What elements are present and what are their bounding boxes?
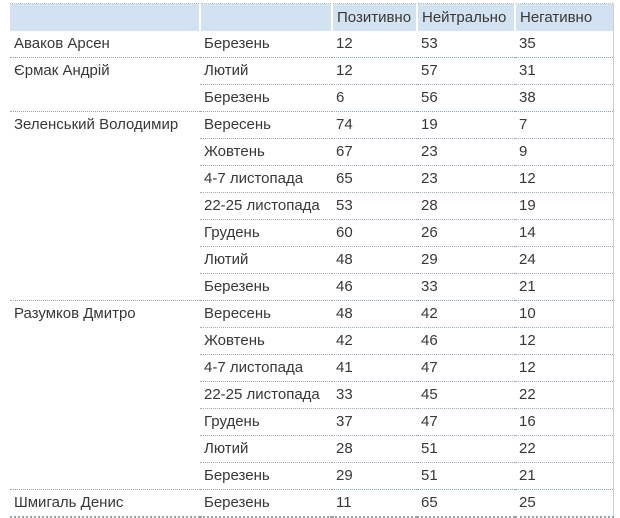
period-cell: Грудень — [200, 220, 332, 247]
ratings-table — [10, 3, 614, 518]
politician-name-cell: Шмигаль Денис — [10, 490, 200, 518]
neutral-value-cell: 26 — [417, 220, 515, 247]
neutral-value-cell: 33 — [417, 274, 515, 301]
column-header-negative: Негативно — [515, 4, 613, 32]
positive-value-cell: 60 — [332, 220, 417, 247]
politician-name-cell: Аваков Арсен — [14, 35, 110, 52]
positive-value-cell: 53 — [332, 193, 417, 220]
negative-value-cell: 12 — [515, 166, 613, 193]
politician-name-cell: Зеленський Володимир — [10, 112, 200, 301]
negative-value-cell: 25 — [515, 490, 613, 518]
negative-value-cell: 24 — [515, 247, 613, 274]
table-row — [10, 31, 613, 58]
period-cell: Жовтень — [200, 139, 332, 166]
neutral-value-cell: 46 — [417, 328, 515, 355]
negative-value-cell: 21 — [515, 274, 613, 301]
positive-value-cell: 28 — [332, 436, 417, 463]
negative-value-cell: 35 — [519, 35, 536, 52]
period-cell: Вересень — [200, 301, 332, 328]
ratings-table-body — [10, 31, 613, 517]
neutral-value-cell: 47 — [417, 355, 515, 382]
positive-value-cell: 48 — [332, 301, 417, 328]
positive-value-cell: 12 — [332, 58, 417, 85]
period-cell: Грудень — [200, 409, 332, 436]
negative-value-cell: 10 — [515, 301, 613, 328]
negative-value-cell: 12 — [515, 355, 613, 382]
period-cell: Березень — [200, 85, 332, 112]
neutral-value-cell: 51 — [417, 436, 515, 463]
period-cell: 22-25 листопада — [200, 382, 332, 409]
positive-value-cell: 11 — [332, 490, 417, 518]
neutral-value-cell: 57 — [417, 58, 515, 85]
period-cell: Березень — [204, 35, 270, 52]
positive-value-cell: 67 — [332, 139, 417, 166]
table-row — [10, 58, 613, 85]
neutral-value-cell: 53 — [421, 35, 438, 52]
neutral-value-cell: 23 — [417, 166, 515, 193]
positive-value-cell: 74 — [332, 112, 417, 139]
table-row — [10, 112, 613, 139]
negative-value-cell: 7 — [515, 112, 613, 139]
positive-value-cell: 33 — [332, 382, 417, 409]
positive-value-cell: 12 — [336, 35, 353, 52]
positive-value-cell: 29 — [332, 463, 417, 490]
politician-name-cell: Єрмак Андрій — [10, 58, 200, 112]
column-header-name-empty — [10, 4, 200, 32]
period-cell: Жовтень — [200, 328, 332, 355]
period-cell: 4-7 листопада — [200, 355, 332, 382]
period-cell: Березень — [200, 463, 332, 490]
negative-value-cell: 22 — [515, 382, 613, 409]
neutral-value-cell: 56 — [417, 85, 515, 112]
period-cell: Лютий — [200, 58, 332, 85]
negative-value-cell: 16 — [515, 409, 613, 436]
politician-name-cell: Разумков Дмитро — [10, 301, 200, 490]
positive-value-cell: 46 — [332, 274, 417, 301]
neutral-value-cell: 29 — [417, 247, 515, 274]
positive-value-cell: 65 — [332, 166, 417, 193]
period-cell: 22-25 листопада — [200, 193, 332, 220]
negative-value-cell: 12 — [515, 328, 613, 355]
period-cell: Лютий — [200, 247, 332, 274]
column-header-positive: Позитивно — [332, 4, 417, 32]
table-row — [10, 490, 613, 518]
column-header-neutral: Нейтрально — [417, 4, 515, 32]
positive-value-cell: 41 — [332, 355, 417, 382]
negative-value-cell: 14 — [515, 220, 613, 247]
positive-value-cell: 37 — [332, 409, 417, 436]
positive-value-cell: 6 — [332, 85, 417, 112]
neutral-value-cell: 19 — [417, 112, 515, 139]
negative-value-cell: 9 — [515, 139, 613, 166]
negative-value-cell: 22 — [515, 436, 613, 463]
table-row — [10, 301, 613, 328]
column-header-period-empty — [200, 4, 332, 32]
neutral-value-cell: 23 — [417, 139, 515, 166]
neutral-value-cell: 42 — [417, 301, 515, 328]
negative-value-cell: 31 — [515, 58, 613, 85]
neutral-value-cell: 65 — [417, 490, 515, 518]
positive-value-cell: 42 — [332, 328, 417, 355]
neutral-value-cell: 51 — [417, 463, 515, 490]
negative-value-cell: 38 — [515, 85, 613, 112]
neutral-value-cell: 47 — [417, 409, 515, 436]
period-cell: 4-7 листопада — [200, 166, 332, 193]
neutral-value-cell: 45 — [417, 382, 515, 409]
negative-value-cell: 21 — [515, 463, 613, 490]
period-cell: Березень — [200, 490, 332, 518]
period-cell: Березень — [200, 274, 332, 301]
negative-value-cell: 19 — [515, 193, 613, 220]
period-cell: Лютий — [200, 436, 332, 463]
period-cell: Вересень — [200, 112, 332, 139]
neutral-value-cell: 28 — [417, 193, 515, 220]
header-row — [10, 4, 613, 32]
positive-value-cell: 48 — [332, 247, 417, 274]
